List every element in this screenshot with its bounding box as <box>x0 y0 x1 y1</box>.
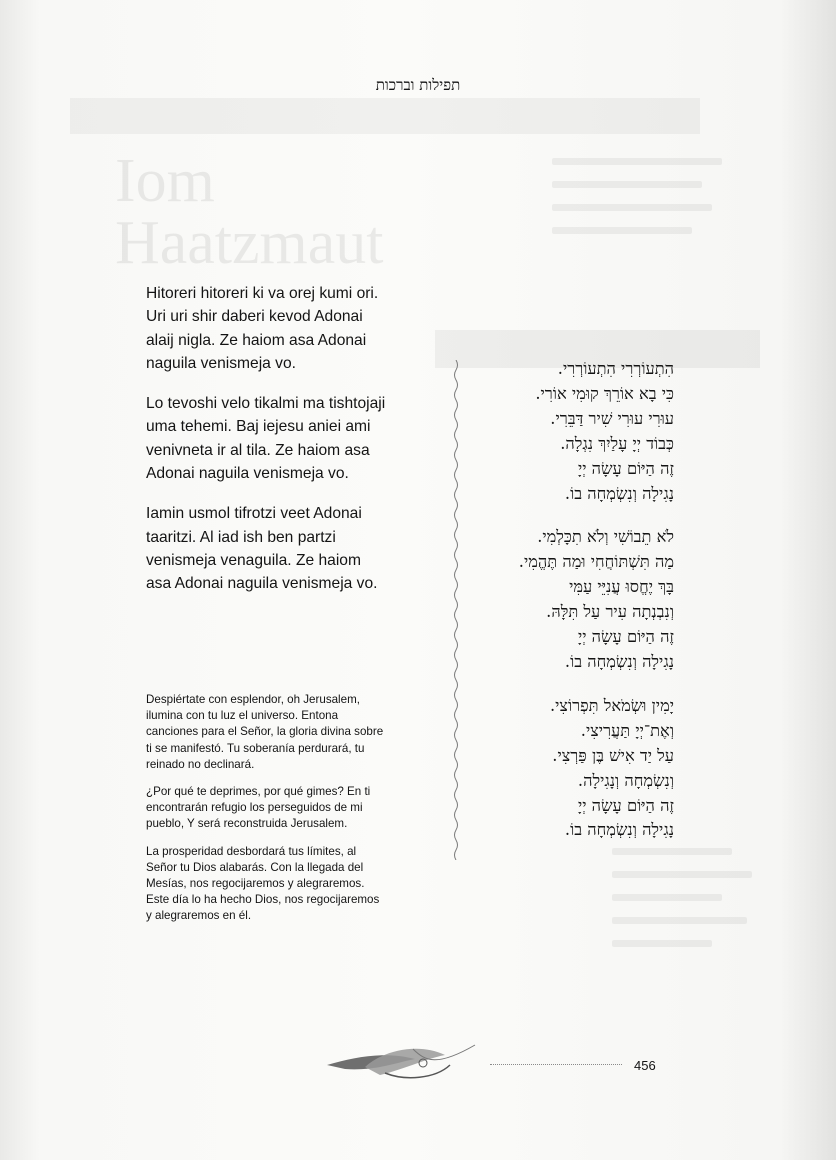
transliteration-stanza-2: Lo tevoshi velo tikalmi ma tishtojaji uma tehemi. Baj iejesu aniei ami venivneta ir al tila. Ze haiom asa Adonai naguila venismeja vo. <box>146 395 386 483</box>
hebrew-stanza-1 <box>470 357 674 506</box>
feather-ornament-icon <box>325 1035 485 1085</box>
transliteration-column <box>146 282 386 613</box>
bleed-through-bar <box>70 98 700 134</box>
hebrew-line: לֹא תֵבוֹשִׁי וְלֹא תִכָּלְמִי. <box>537 527 674 547</box>
hebrew-line: הִתְעוֹרְרִי הִתְעוֹרְרִי. <box>557 359 674 378</box>
hebrew-line: וְנִבְנְתָה עִיר עַל תִּלָּהּ. <box>546 602 674 622</box>
bleed-through-title: Iom Haatzmaut <box>115 147 384 277</box>
hebrew-line: זֶה הַיּוֹם עָשָׂה יְיָ <box>577 458 674 478</box>
hebrew-column <box>470 357 674 862</box>
hebrew-line: וְאֶת־יְיָ תַּעֲרִיצִי. <box>580 720 674 740</box>
hebrew-stanza-2 <box>470 525 674 674</box>
bleed-through-lines <box>552 158 742 250</box>
hebrew-line: נָגִילָה וְנִשְׂמְחָה בוֹ. <box>564 820 674 840</box>
hebrew-line: וְנִשְׂמְחָה וְנָגִילָה. <box>577 770 674 790</box>
hebrew-line: כְּבוֹד יְיָ עָלַיִךְ נִגְלָה. <box>560 433 674 453</box>
hebrew-line: בָּךְ יֶחֱסוּ עֲנִיֵּי עַמִּי <box>569 577 674 597</box>
footer-dotted-rule <box>490 1064 622 1065</box>
page-header: תפילות וברכות <box>375 76 461 94</box>
transliteration-stanza-3: Iamin usmol tifrotzi veet Adonai taaritzi. Al iad ish ben partzi venismeja venaguila. Ze haiom asa Adonai naguila venismeja vo. <box>146 505 378 593</box>
translation-stanza-1: Despiértate con esplendor, oh Jerusalem, ilumina con tu luz el universo. Entona canciones para el Señor, la gloria divina sobre ti se manifestó. Tu soberanía perdurará, tu reinado no declinará. <box>146 693 384 771</box>
page-number: 456 <box>634 1058 656 1073</box>
hebrew-line: עוּרִי עוּרִי שִׁיר דַּבֵּרִי. <box>550 408 674 428</box>
hebrew-line: מַה תִּשְׁתּוֹחֲחִי וּמַה תֶּהֱמִי. <box>518 552 674 572</box>
hebrew-line: זֶה הַיּוֹם עָשָׂה יְיָ <box>577 627 674 647</box>
hebrew-line: כִּי בָא אוֹרֵךְ קוּמִי אוֹרִי. <box>535 383 674 403</box>
hebrew-line: עַל יַד אִישׁ בֶּן פַּרְצִי. <box>552 745 674 765</box>
hebrew-line: נָגִילָה וְנִשְׂמְחָה בוֹ. <box>564 651 674 671</box>
translation-stanza-3: La prosperidad desbordará tus límites, al Señor tu Dios alabarás. Con la llegada del Mesías, nos regocijaremos y alegraremos. Este día lo ha hecho Dios, nos regocijaremos y alegraremos en él. <box>146 844 380 923</box>
translation-column <box>146 692 386 936</box>
hebrew-stanza-3 <box>470 694 674 843</box>
bleed-through-lines <box>612 848 762 963</box>
hebrew-line: נָגִילָה וְנִשְׂמְחָה בוֹ. <box>564 483 674 503</box>
hebrew-line: זֶה הַיּוֹם עָשָׂה יְיָ <box>577 795 674 815</box>
hebrew-line: יָמִין וּשְׂמֹאל תִּפְרוֹצִי. <box>549 695 674 715</box>
wavy-divider-icon <box>448 360 464 860</box>
transliteration-stanza-1: Hitoreri hitoreri ki va orej kumi ori. Uri uri shir daberi kevod Adonai alaij nigla. Ze haiom asa Adonai naguila venismeja vo. <box>146 285 379 372</box>
translation-stanza-2: ¿Por qué te deprimes, por qué gimes? En ti encontrarán refugio los perseguidos de mi pueblo, Y será reconstruida Jerusalem. <box>146 785 371 831</box>
